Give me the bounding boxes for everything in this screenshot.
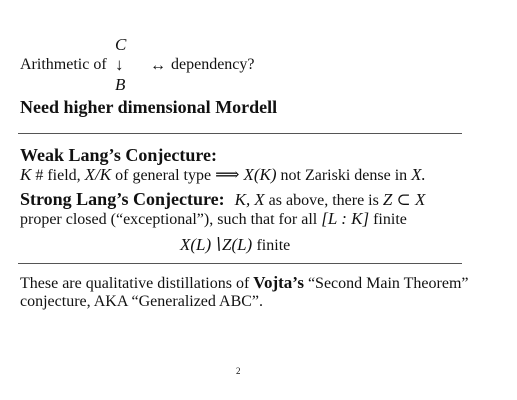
vojta-name: Vojta’s: [253, 273, 304, 292]
letter-c: C: [115, 35, 127, 54]
strong-z-subset: Z ⊂ X: [382, 190, 426, 209]
vojta-smt: “Second Main Theorem”: [307, 275, 469, 292]
weak-xk: X/K: [84, 165, 112, 184]
vojta-line1: [20, 273, 469, 293]
strong-degree: [L : K]: [321, 209, 370, 228]
strong-formula-finite: finite: [256, 237, 291, 254]
weak-general-type: of general type: [115, 167, 212, 184]
strong-lang-line2: [20, 209, 407, 229]
dependency-label: dependency?: [171, 56, 255, 73]
page-number: 2: [236, 366, 241, 376]
arithmetic-label: Arithmetic of: [20, 56, 107, 73]
down-arrow: ↓: [115, 55, 124, 74]
mordell-heading: Need higher dimensional Mordell: [20, 97, 278, 117]
weak-x-end: X.: [411, 165, 426, 184]
weak-lang-title: Weak Lang’s Conjecture:: [20, 145, 217, 165]
letter-b: B: [115, 75, 126, 94]
vojta-line2: conjecture, AKA “Generalized ABC”.: [20, 293, 264, 310]
weak-lang-statement: [20, 165, 426, 185]
strong-formula: [180, 235, 290, 255]
weak-hash: # field,: [35, 167, 81, 184]
weak-k: K: [20, 165, 32, 184]
implies-arrow: ⟹: [215, 165, 240, 184]
strong-k: K,: [234, 190, 251, 209]
strong-x: X: [254, 190, 265, 209]
weak-xk-points: X(K): [243, 165, 277, 184]
vojta-pre: These are qualitative distillations of: [20, 275, 250, 292]
strong-proper-closed: proper closed (“exceptional”), such that for all: [20, 211, 318, 228]
strong-as-above: as above, there is: [268, 192, 379, 209]
strong-lang-line1: [20, 189, 425, 210]
biarrow: ↔: [150, 57, 166, 74]
divider-top: [18, 133, 462, 134]
weak-not-dense: not Zariski dense in: [280, 167, 408, 184]
strong-lang-title: Strong Lang’s Conjecture:: [20, 189, 225, 209]
strong-formula-math: X(L)∖Z(L): [180, 235, 253, 254]
strong-finite: finite: [373, 211, 407, 228]
divider-bottom: [18, 263, 462, 264]
